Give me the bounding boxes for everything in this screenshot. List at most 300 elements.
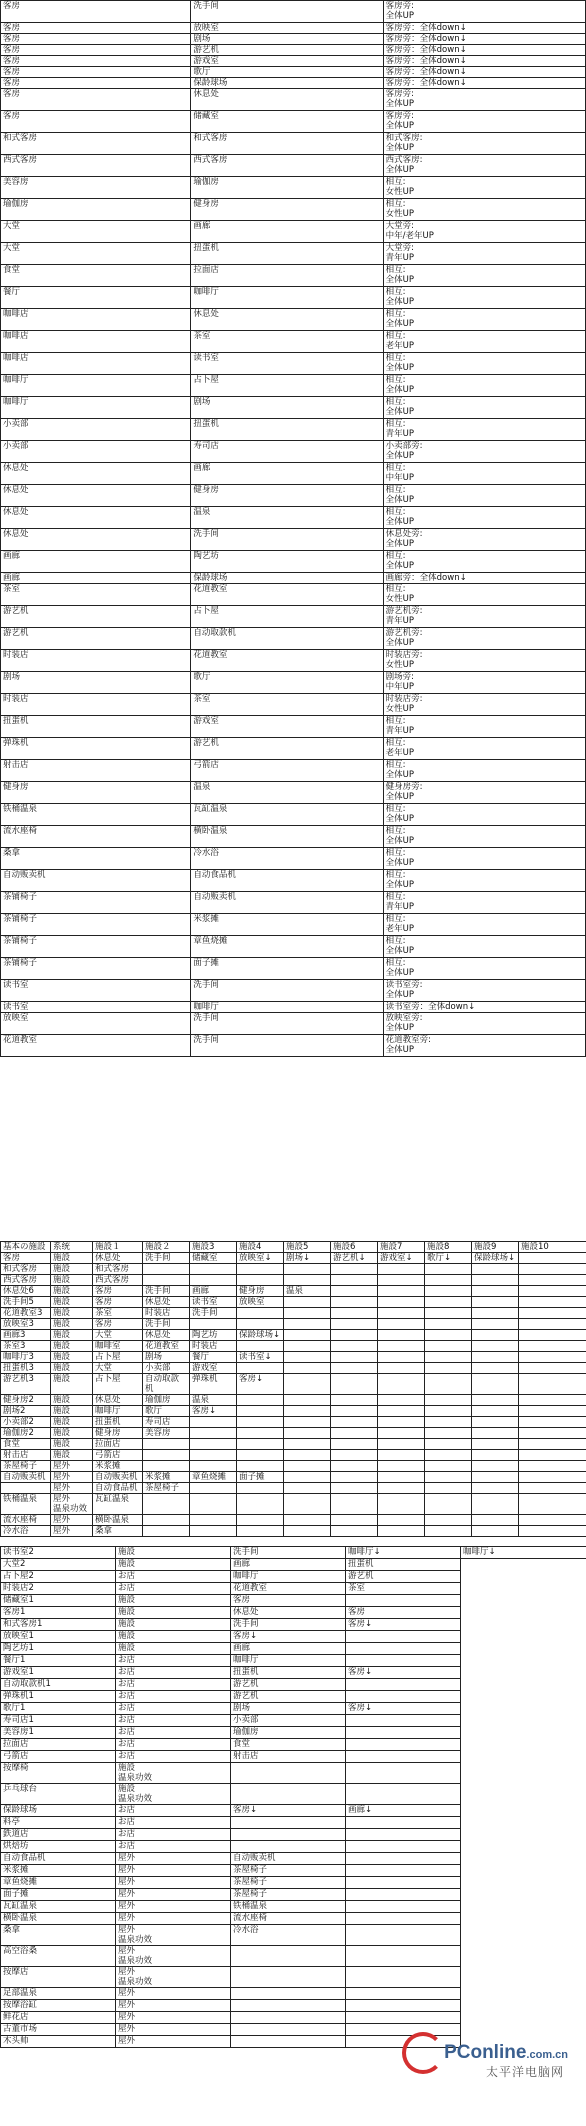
table-cell: 咖啡厅↓: [461, 1547, 586, 1559]
table-cell: 自动贩卖机: [93, 1472, 143, 1483]
table-row: [1, 694, 586, 716]
table-cell: 相互: 中年UP: [383, 463, 585, 485]
table-cell: 流水座椅: [1, 1515, 51, 1526]
table-cell: 相互: 女性UP: [383, 584, 585, 606]
table-cell: 时装店: [190, 1341, 237, 1352]
table-cell: [346, 1988, 461, 2000]
table-cell: 瓦缸温泉: [1, 1901, 116, 1913]
table-cell: [346, 1751, 461, 1763]
table-cell: 客房↓: [231, 1631, 346, 1643]
table-row: [1, 1428, 586, 1439]
table-cell: [237, 1483, 284, 1494]
table-cell: [231, 1967, 346, 1988]
table-cell: [461, 1727, 586, 1739]
table-cell: 施設10: [519, 1242, 586, 1253]
table-cell: 游艺机: [1, 606, 191, 628]
table-cell: [331, 1417, 378, 1428]
table-row: [1, 1817, 586, 1829]
table-cell: 美容房: [143, 1428, 190, 1439]
table-cell: 时装店2: [1, 1583, 116, 1595]
table-cell: [461, 1946, 586, 1967]
table-cell: 游艺机: [191, 45, 383, 56]
table-cell: [461, 1751, 586, 1763]
table-cell: [346, 1889, 461, 1901]
facility-adjacency-table: [0, 1241, 586, 1537]
table-cell: 西式客房: [93, 1275, 143, 1286]
table-row: [1, 584, 586, 606]
table-cell: [378, 1352, 425, 1363]
table-cell: 鲜花店: [1, 2012, 116, 2024]
table-cell: 扭蛋机3: [1, 1363, 51, 1374]
table-cell: 洗手间: [231, 1619, 346, 1631]
table-cell: [237, 1417, 284, 1428]
table-cell: 施設3: [190, 1242, 237, 1253]
table-cell: [378, 1297, 425, 1308]
table-cell: 咖啡厅: [93, 1406, 143, 1417]
table-cell: 客房旁: 全体UP: [383, 1, 585, 23]
table-cell: 歌厅: [191, 672, 383, 694]
table-row: [1, 672, 586, 694]
table-row: [1, 1865, 586, 1877]
table-cell: 客房: [1, 45, 191, 56]
table-cell: 游艺机3: [1, 1374, 51, 1395]
table-row: [1, 1691, 586, 1703]
table-cell: 桑拿: [1, 1925, 116, 1946]
table-cell: 客房1: [1, 1607, 116, 1619]
table-cell: [284, 1406, 331, 1417]
table-cell: [472, 1439, 519, 1450]
table-cell: 和式客房: [1, 133, 191, 155]
table-cell: 拉面店: [93, 1439, 143, 1450]
table-row: [1, 573, 586, 584]
table-cell: 屋外: [116, 1853, 231, 1865]
table-cell: 施設: [51, 1286, 93, 1297]
table-cell: [231, 2024, 346, 2036]
table-cell: [472, 1406, 519, 1417]
table-row: [1, 1242, 586, 1253]
table-row: [1, 1619, 586, 1631]
table-cell: 茶铺椅子: [1, 936, 191, 958]
table-row: [1, 1751, 586, 1763]
table-cell: [331, 1526, 378, 1537]
table-cell: 相互: 全体UP: [383, 551, 585, 573]
table-row: [1, 331, 586, 353]
table-cell: 咖啡店: [1, 353, 191, 375]
table-cell: 保龄球场: [1, 1805, 116, 1817]
table-cell: 米浆摊: [143, 1472, 190, 1483]
table-cell: [284, 1330, 331, 1341]
table-row: [1, 1946, 586, 1967]
table-row: [1, 1727, 586, 1739]
table-cell: [346, 1946, 461, 1967]
table-cell: [425, 1275, 472, 1286]
table-row: [1, 1925, 586, 1946]
table-cell: 相互: 全体UP: [383, 265, 585, 287]
table-cell: 歌厅: [191, 67, 383, 78]
table-cell: 施設: [116, 1607, 231, 1619]
table-cell: 保龄球场↓: [237, 1330, 284, 1341]
table-cell: 施設: [51, 1308, 93, 1319]
table-cell: 洗手间: [191, 980, 383, 1002]
table-row: [1, 551, 586, 573]
table-row: [1, 760, 586, 782]
table-cell: 面子摊: [237, 1472, 284, 1483]
table-cell: [378, 1264, 425, 1275]
table-cell: [461, 1619, 586, 1631]
table-cell: [237, 1319, 284, 1330]
table-cell: 屋外 温泉功效: [51, 1494, 93, 1515]
table-cell: 自动取款机1: [1, 1679, 116, 1691]
table-row: [1, 1406, 586, 1417]
table-cell: 按摩浴缸: [1, 2000, 116, 2012]
table-cell: 花道教室旁: 全体UP: [383, 1035, 585, 1057]
table-cell: 章鱼烧摊: [190, 1472, 237, 1483]
table-cell: 相互: 全体UP: [383, 848, 585, 870]
table-cell: 铁桶温泉: [1, 804, 191, 826]
table-cell: [425, 1341, 472, 1352]
table-cell: 米浆摊: [1, 1865, 116, 1877]
table-cell: お店: [116, 1667, 231, 1679]
table-cell: 弓箭店: [191, 760, 383, 782]
table-cell: 小卖部旁: 全体UP: [383, 441, 585, 463]
table-cell: [425, 1395, 472, 1406]
table-row: [1, 1631, 586, 1643]
table-cell: 读书室2: [1, 1547, 116, 1559]
table-row: [1, 155, 586, 177]
table-cell: [519, 1352, 586, 1363]
table-cell: 游艺机: [1, 628, 191, 650]
table-cell: [425, 1286, 472, 1297]
table-row: [1, 1013, 586, 1035]
table-cell: 画廊: [191, 463, 383, 485]
table-cell: [190, 1461, 237, 1472]
table-row: [1, 1805, 586, 1817]
table-cell: [378, 1428, 425, 1439]
table-cell: [461, 1817, 586, 1829]
table-cell: 客房: [1, 34, 191, 45]
table-cell: [231, 2012, 346, 2024]
table-cell: [346, 1763, 461, 1784]
table-row: [1, 1264, 586, 1275]
table-row: [1, 1784, 586, 1805]
table-cell: 屋外 温泉功效: [116, 1925, 231, 1946]
table-cell: [346, 1631, 461, 1643]
table-cell: 花道教室: [143, 1341, 190, 1352]
table-cell: [284, 1461, 331, 1472]
table-row: [1, 1308, 586, 1319]
table-cell: 健身房: [191, 199, 383, 221]
table-row: [1, 1571, 586, 1583]
table-cell: 施設: [51, 1406, 93, 1417]
table-cell: 施設6: [331, 1242, 378, 1253]
table-cell: 施設: [51, 1439, 93, 1450]
table-cell: 客房: [1, 89, 191, 111]
table-cell: [461, 2012, 586, 2024]
table-cell: [461, 1901, 586, 1913]
table-row: [1, 111, 586, 133]
table-row: [1, 441, 586, 463]
table-cell: お店: [116, 1727, 231, 1739]
table-cell: 施設: [51, 1253, 93, 1264]
table-cell: [472, 1395, 519, 1406]
table-cell: 乒乓球台: [1, 1784, 116, 1805]
table-cell: 健身房: [191, 485, 383, 507]
table-cell: [425, 1439, 472, 1450]
table-cell: [378, 1450, 425, 1461]
table-cell: 扭蛋机: [93, 1417, 143, 1428]
table-cell: [472, 1286, 519, 1297]
table-cell: [331, 1450, 378, 1461]
table-cell: 茶室: [93, 1308, 143, 1319]
table-cell: 扭蛋机: [346, 1559, 461, 1571]
table-cell: 客房旁：全体down↓: [383, 23, 585, 34]
table-cell: [519, 1406, 586, 1417]
table-cell: [284, 1439, 331, 1450]
table-cell: 古董市场: [1, 2024, 116, 2036]
table-cell: [284, 1374, 331, 1395]
pairing-table: [0, 0, 586, 1057]
table-cell: 屋外: [116, 1988, 231, 2000]
table-cell: [237, 1450, 284, 1461]
table-cell: 剧场2: [1, 1406, 51, 1417]
table-cell: 洗手间: [191, 529, 383, 551]
table-cell: 弹珠机: [1, 738, 191, 760]
table-cell: 自动贩卖机: [191, 892, 383, 914]
table-row: [1, 738, 586, 760]
table-cell: 画廊3: [1, 1330, 51, 1341]
table-cell: 相互: 全体UP: [383, 507, 585, 529]
table-cell: [378, 1275, 425, 1286]
table-row: [1, 221, 586, 243]
table-cell: [425, 1417, 472, 1428]
table-cell: [461, 1889, 586, 1901]
table-cell: [472, 1526, 519, 1537]
table-cell: 温泉: [191, 507, 383, 529]
table-row: [1, 1275, 586, 1286]
table-cell: 茶屋椅子: [231, 1877, 346, 1889]
table-cell: [472, 1330, 519, 1341]
table-row: [1, 1461, 586, 1472]
table-cell: 放映室: [191, 23, 383, 34]
table-cell: 健身房旁: 全体UP: [383, 782, 585, 804]
table-cell: [461, 1679, 586, 1691]
table-cell: 洗手间: [231, 1547, 346, 1559]
table-cell: [284, 1363, 331, 1374]
table-cell: 休息处: [191, 309, 383, 331]
table-row: [1, 199, 586, 221]
table-cell: [346, 1595, 461, 1607]
table-cell: [461, 1631, 586, 1643]
table-cell: [346, 2000, 461, 2012]
table-cell: [284, 1428, 331, 1439]
table-cell: [231, 1817, 346, 1829]
table-row: [1, 1319, 586, 1330]
table-row: [1, 1643, 586, 1655]
table-cell: 屋外: [51, 1461, 93, 1472]
table-row: [1, 309, 586, 331]
table-row: [1, 1035, 586, 1057]
table-cell: 占卜屋: [191, 375, 383, 397]
table-cell: 大堂旁: 青年UP: [383, 243, 585, 265]
table-cell: [190, 1264, 237, 1275]
table-cell: [378, 1319, 425, 1330]
table-cell: 画廊↓: [346, 1805, 461, 1817]
table-row: [1, 826, 586, 848]
table-cell: 施設: [51, 1417, 93, 1428]
table-cell: 自动贩卖机: [1, 1472, 51, 1483]
table-row: [1, 2000, 586, 2012]
table-cell: 拉面店: [1, 1739, 116, 1751]
table-cell: 画廊: [1, 551, 191, 573]
table-cell: [425, 1374, 472, 1395]
table-cell: [519, 1264, 586, 1275]
table-cell: 射击店: [231, 1751, 346, 1763]
table-cell: 陶艺坊: [191, 551, 383, 573]
table-cell: 游戏室: [191, 716, 383, 738]
table-cell: [331, 1286, 378, 1297]
table-cell: 自动食品机: [1, 1853, 116, 1865]
table-cell: [284, 1494, 331, 1515]
table-cell: 咖啡厅: [1, 375, 191, 397]
table-cell: 施設8: [425, 1242, 472, 1253]
table-cell: [425, 1515, 472, 1526]
table-cell: [190, 1526, 237, 1537]
table-cell: 烘焙坊: [1, 1841, 116, 1853]
table-cell: 占卜屋: [93, 1374, 143, 1395]
table-row: [1, 1330, 586, 1341]
table-cell: 储藏室1: [1, 1595, 116, 1607]
table-cell: 时装店: [143, 1308, 190, 1319]
table-cell: 剧场: [1, 672, 191, 694]
table-cell: 屋外 温泉功效: [116, 1946, 231, 1967]
table-cell: 花道教室: [191, 650, 383, 672]
table-cell: 西式客房: 全体UP: [383, 155, 585, 177]
table-cell: 面子摊: [1, 1889, 116, 1901]
table-row: [1, 936, 586, 958]
table-cell: 放映室1: [1, 1631, 116, 1643]
table-cell: 咖啡厅: [191, 1002, 383, 1013]
table-cell: 剧场: [191, 397, 383, 419]
table-cell: 剧场: [143, 1352, 190, 1363]
table-cell: 保龄球场: [191, 573, 383, 584]
table-cell: [231, 1841, 346, 1853]
table-cell: 咖啡厅: [231, 1571, 346, 1583]
table-cell: [461, 1667, 586, 1679]
table-cell: [284, 1450, 331, 1461]
table-row: [1, 1515, 586, 1526]
table-cell: [461, 1829, 586, 1841]
table-cell: 施設: [116, 1631, 231, 1643]
table-cell: 料亭: [1, 1817, 116, 1829]
table-cell: 剧场↓: [284, 1253, 331, 1264]
table-cell: 拉面店: [191, 265, 383, 287]
table-cell: 相互: 青年UP: [383, 419, 585, 441]
table-row: [1, 848, 586, 870]
table-row: [1, 1667, 586, 1679]
table-cell: お店: [116, 1679, 231, 1691]
table-cell: [425, 1406, 472, 1417]
table-cell: 剧场: [231, 1703, 346, 1715]
table-cell: [346, 1967, 461, 1988]
table-cell: 相互: 全体UP: [383, 309, 585, 331]
table-cell: お店: [116, 1751, 231, 1763]
table-cell: [425, 1319, 472, 1330]
table-cell: [143, 1264, 190, 1275]
table-row: [1, 914, 586, 936]
table-cell: 木头帅: [1, 2036, 116, 2048]
table-cell: 读书室: [1, 980, 191, 1002]
table-cell: [190, 1319, 237, 1330]
table-cell: 茶室: [191, 331, 383, 353]
table-cell: 放映室旁: 全体UP: [383, 1013, 585, 1035]
table-cell: 游艺机旁: 青年UP: [383, 606, 585, 628]
table-cell: 洗手间5: [1, 1297, 51, 1308]
table-cell: 茶室: [1, 584, 191, 606]
table-cell: 客房旁：全体down↓: [383, 45, 585, 56]
table-cell: 瓦缸温泉: [191, 804, 383, 826]
table-cell: [472, 1297, 519, 1308]
table-row: [1, 1, 586, 23]
table-cell: [237, 1494, 284, 1515]
table-cell: 西式客房: [1, 155, 191, 177]
table-cell: お店: [116, 1829, 231, 1841]
table-cell: 施設２: [143, 1242, 190, 1253]
table-cell: [519, 1319, 586, 1330]
table-cell: [346, 1727, 461, 1739]
table-cell: 游戏室↓: [378, 1253, 425, 1264]
table-cell: 施設4: [237, 1242, 284, 1253]
table-cell: 时装店旁: 女性UP: [383, 650, 585, 672]
table-cell: 大堂2: [1, 1559, 116, 1571]
table-cell: 米浆摊: [191, 914, 383, 936]
table-cell: 茶铺椅子: [1, 892, 191, 914]
table-cell: [346, 1739, 461, 1751]
table-cell: 射击店: [1, 760, 191, 782]
table-row: [1, 265, 586, 287]
table-cell: [237, 1406, 284, 1417]
table-cell: [237, 1526, 284, 1537]
table-cell: [425, 1297, 472, 1308]
table-cell: [346, 1679, 461, 1691]
table-cell: [472, 1308, 519, 1319]
table-cell: 时装店旁: 女性UP: [383, 694, 585, 716]
table-row: [1, 804, 586, 826]
table-row: [1, 463, 586, 485]
table-cell: 咖啡厅↓: [346, 1547, 461, 1559]
table-cell: 射击店: [1, 1450, 51, 1461]
table-cell: [190, 1515, 237, 1526]
table-row: [1, 1450, 586, 1461]
table-cell: 茶室: [346, 1583, 461, 1595]
table-cell: [237, 1439, 284, 1450]
table-cell: 寿司店1: [1, 1715, 116, 1727]
table-cell: 扭蛋机: [191, 243, 383, 265]
table-row: [1, 1363, 586, 1374]
table-cell: [519, 1439, 586, 1450]
table-cell: お店: [116, 1739, 231, 1751]
table-cell: [346, 1901, 461, 1913]
table-cell: [284, 1352, 331, 1363]
table-cell: 茶屋椅子: [143, 1483, 190, 1494]
table-cell: [519, 1341, 586, 1352]
table-cell: [472, 1341, 519, 1352]
table-cell: 花道教室3: [1, 1308, 51, 1319]
table-cell: [331, 1395, 378, 1406]
table-cell: 流水座椅: [1, 826, 191, 848]
table-cell: 按摩店: [1, 1967, 116, 1988]
table-cell: [331, 1374, 378, 1395]
table-cell: 屋外: [116, 2012, 231, 2024]
